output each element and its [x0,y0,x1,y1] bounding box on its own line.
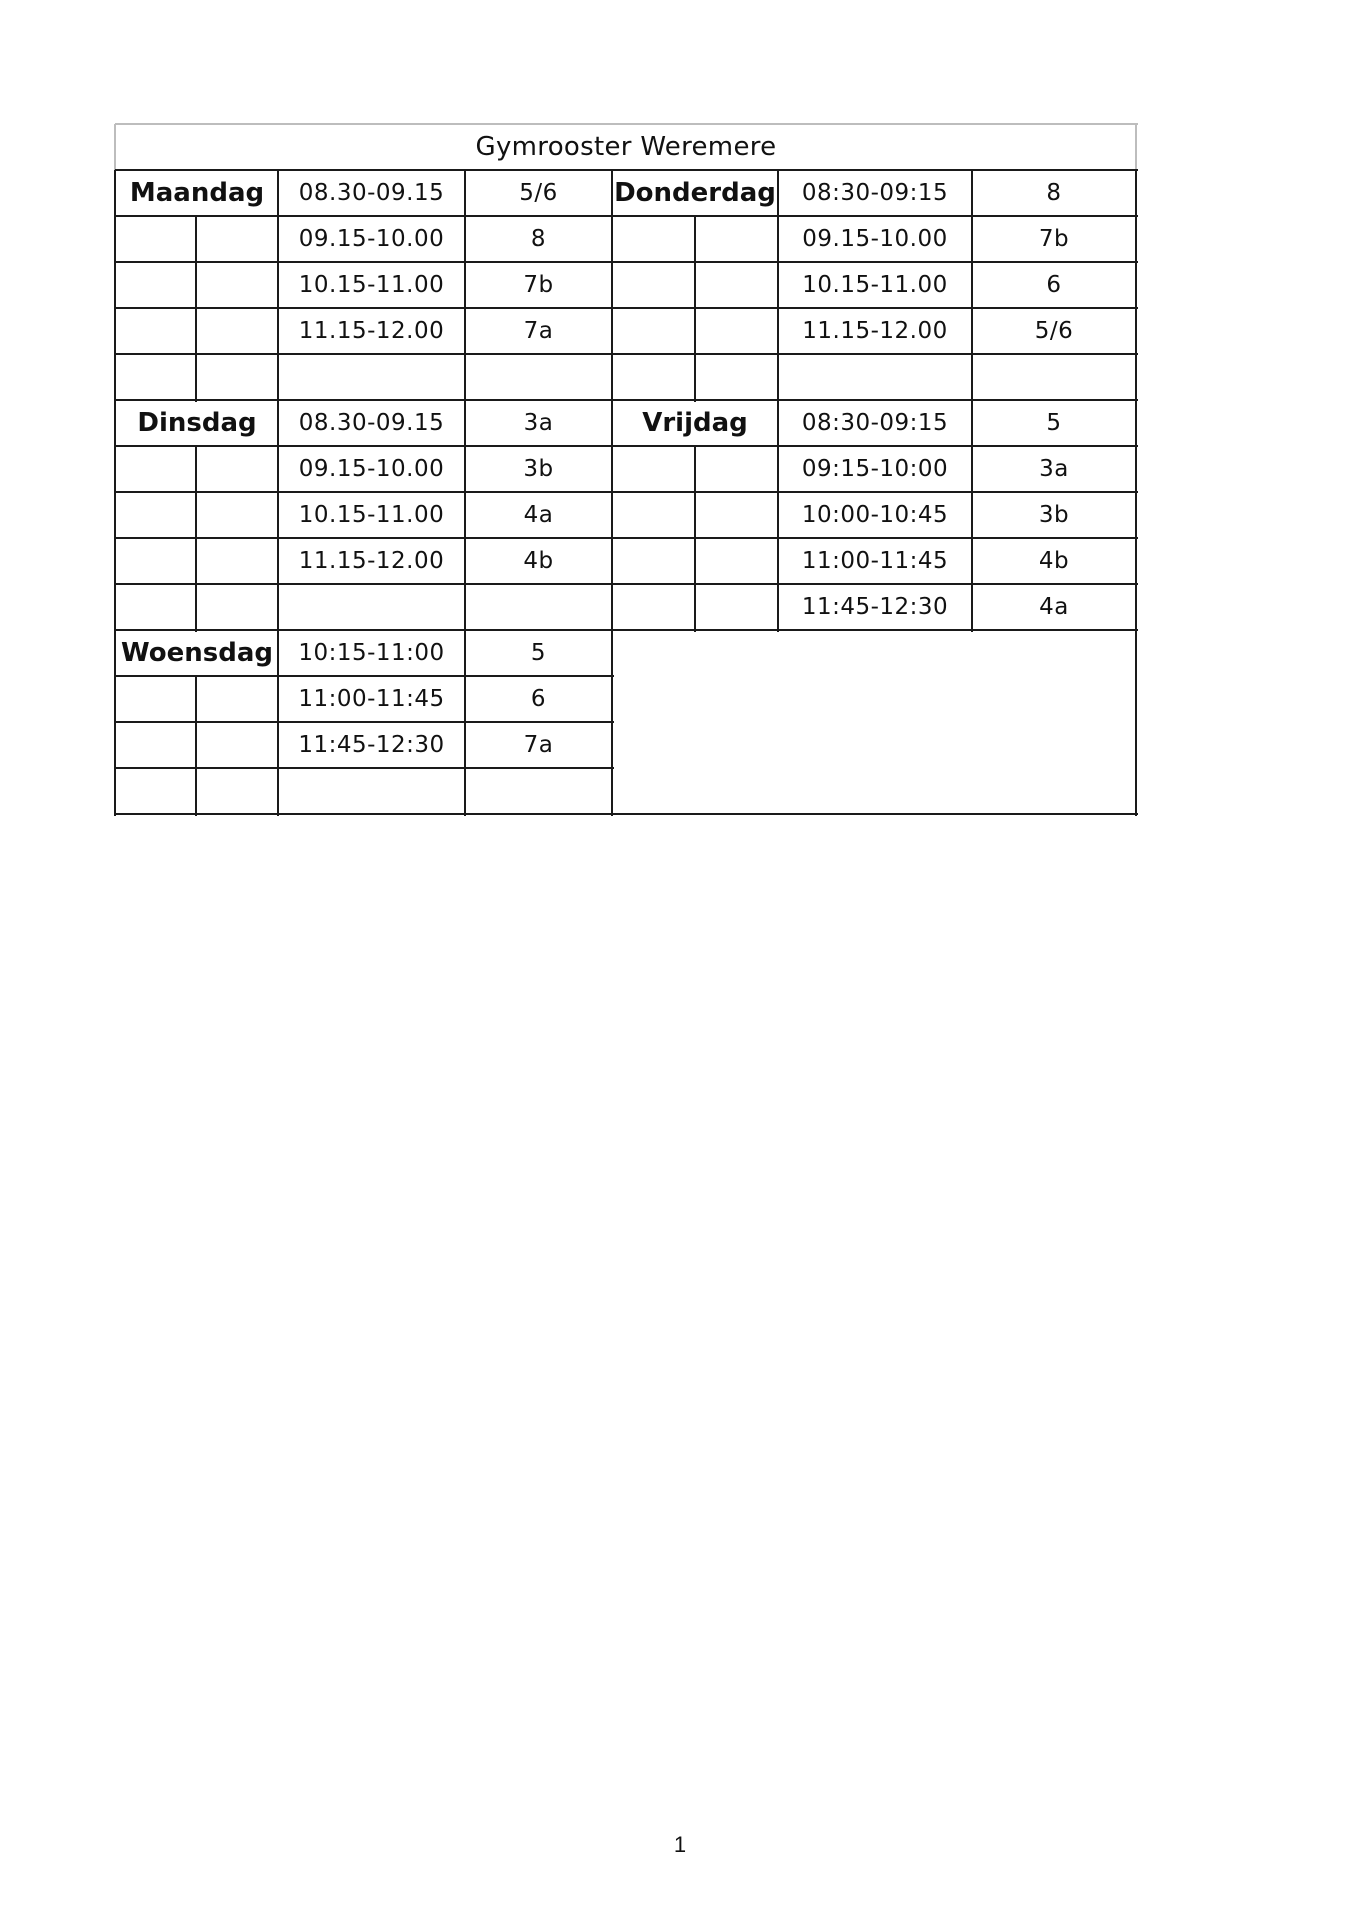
slot-group: 3a [1039,456,1069,482]
slot-group: 8 [530,226,547,252]
slot-group: 7b [1038,226,1070,252]
grid-line [195,446,197,632]
slot-group: 4a [1039,594,1069,620]
slot-group: 6 [1046,272,1062,298]
slot-group: 3a [523,410,554,436]
grid-line [114,170,116,816]
slot-time: 10.15-11.00 [802,272,948,298]
grid-line [195,676,197,816]
day-label-donderdag: Donderdag [614,178,776,208]
slot-group: 7a [523,318,554,344]
grid-line [195,216,197,402]
day-label-vrijdag: Vrijdag [642,408,748,438]
slot-time: 08.30-09.15 [298,410,445,436]
slot-group: 8 [1046,180,1062,206]
grid-line [694,216,696,402]
grid-line [612,813,1138,815]
day-label-woensdag: Woensdag [120,638,273,668]
grid-line [115,813,614,815]
grid-line [694,446,696,632]
slot-time: 11.15-12.00 [802,318,948,344]
day-label-maandag: Maandag [129,178,265,208]
slot-group: 4b [523,548,554,574]
slot-group: 7b [523,272,554,298]
slot-group: 4b [1038,548,1070,574]
slot-time: 11:45-12:30 [298,732,445,758]
slot-time: 10.15-11.00 [298,502,445,528]
table-title: Gymrooster Weremere [475,132,777,162]
slot-time: 09.15-10.00 [802,226,948,252]
slot-group: 5/6 [519,180,558,206]
slot-time: 10:00-10:45 [801,502,949,528]
slot-time: 08.30-09.15 [298,180,445,206]
slot-time: 08:30-09:15 [801,180,949,206]
slot-group: 3b [523,456,554,482]
page-number: 1 [673,1832,687,1857]
slot-group: 5/6 [1034,318,1074,344]
slot-time: 11:00-11:45 [801,548,949,574]
day-label-dinsdag: Dinsdag [137,408,257,438]
slot-time: 09.15-10.00 [298,456,445,482]
slot-time: 11:45-12:30 [801,594,949,620]
slot-time: 08:30-09:15 [801,410,949,436]
slot-time: 11:00-11:45 [298,686,445,712]
slot-group: 5 [530,640,547,666]
slot-time: 10.15-11.00 [298,272,445,298]
slot-time: 09:15-10:00 [801,456,949,482]
slot-group: 3b [1038,502,1070,528]
slot-time: 11.15-12.00 [298,548,445,574]
slot-group: 5 [1046,410,1062,436]
slot-time: 10:15-11:00 [298,640,445,666]
slot-time: 11.15-12.00 [298,318,445,344]
slot-time: 09.15-10.00 [298,226,445,252]
slot-group: 7a [523,732,554,758]
slot-group: 4a [523,502,554,528]
slot-group: 6 [530,686,547,712]
